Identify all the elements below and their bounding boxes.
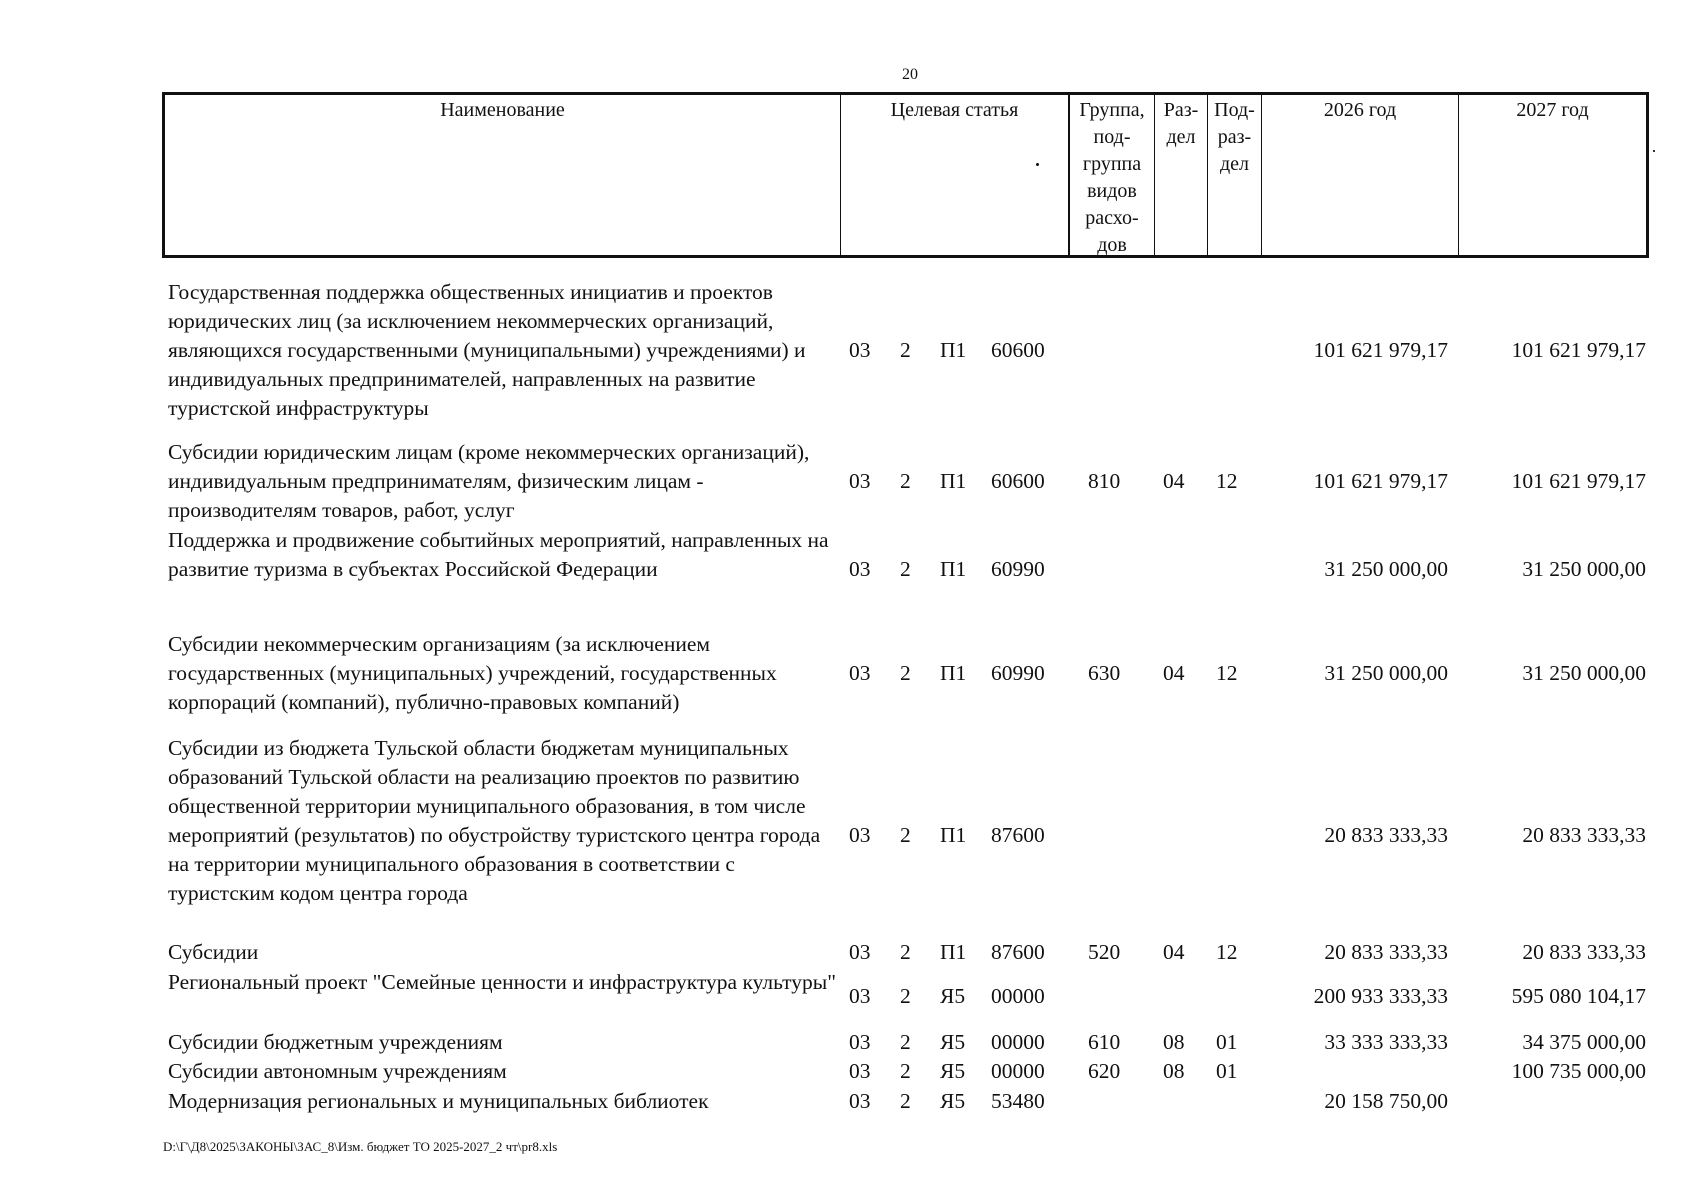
header-year-2026: [1261, 95, 1458, 255]
row-amount-2026: 101 621 979,17: [1313, 469, 1448, 493]
row-amount-2026: 200 933 333,33: [1313, 984, 1448, 1008]
row-code-type: 2: [900, 469, 911, 493]
row-code-direction: 87600: [991, 940, 1045, 964]
row-expense-group: 630: [1088, 661, 1121, 685]
row-amount-2026: 101 621 979,17: [1313, 338, 1448, 362]
header-expense-group: [1068, 95, 1154, 255]
row-code-program: 03: [849, 469, 871, 493]
row-code-type: 2: [900, 661, 911, 685]
row-code-program: 03: [849, 1059, 871, 1083]
row-section: 04: [1163, 469, 1185, 493]
header-section: [1154, 95, 1207, 255]
row-code-program: 03: [849, 1089, 871, 1113]
row-code-type: 2: [900, 823, 911, 847]
row-amount-2027: 20 833 333,33: [1522, 823, 1646, 847]
row-amount-2027: 31 250 000,00: [1522, 661, 1646, 685]
row-amount-2027: 31 250 000,00: [1522, 557, 1646, 581]
row-expense-group: 810: [1088, 469, 1121, 493]
row-amount-2027: 20 833 333,33: [1522, 940, 1646, 964]
header-section-line: дел: [1166, 126, 1196, 148]
row-section: 04: [1163, 940, 1185, 964]
row-subsection: 12: [1216, 661, 1238, 685]
row-code-direction: 60990: [991, 557, 1045, 581]
row-subsection: 01: [1216, 1059, 1238, 1083]
header-group-line: Группа,: [1079, 99, 1145, 121]
row-code-project: П1: [940, 661, 967, 685]
header-target-label: Целевая статья: [890, 99, 1019, 121]
row-code-type: 2: [900, 1059, 911, 1083]
row-code-project: П1: [940, 557, 967, 581]
header-subsection-line: дел: [1219, 153, 1250, 175]
row-code-project: П1: [940, 469, 967, 493]
row-code-type: 2: [900, 1030, 911, 1054]
row-name: Субсидии: [168, 940, 259, 964]
row-code-direction: 60600: [991, 338, 1045, 362]
row-code-direction: 00000: [991, 1030, 1045, 1054]
header-section-line: Раз-: [1163, 99, 1199, 121]
header-year-2027-label: 2027 год: [1516, 99, 1589, 121]
row-code-project: Я5: [940, 1089, 966, 1113]
row-code-project: П1: [940, 338, 967, 362]
header-group-line: под-: [1093, 126, 1131, 148]
header-year-2026-label: 2026 год: [1323, 99, 1397, 121]
header-group-line: дов: [1097, 234, 1127, 256]
row-code-direction: 53480: [991, 1089, 1045, 1113]
row-name: Субсидии бюджетным учреждениям: [168, 1030, 503, 1054]
row-code-project: Я5: [940, 984, 966, 1008]
row-name: Государственная поддержка общественных инициатив и проектов юридических лиц (за исключением некоммерческих организаций, являющихся государственными (муниципальными) учреждениями) и индивидуальных предпринимателей, направленных на развитие туристской инфраструктуры: [168, 280, 806, 420]
table-header: [162, 92, 1649, 258]
header-name-label: Наименование: [440, 99, 565, 121]
row-code-project: Я5: [940, 1059, 966, 1083]
row-code-program: 03: [849, 823, 871, 847]
row-code-program: 03: [849, 940, 871, 964]
row-code-project: П1: [940, 823, 967, 847]
row-amount-2026: 31 250 000,00: [1324, 661, 1448, 685]
row-code-direction: 87600: [991, 823, 1045, 847]
row-code-program: 03: [849, 338, 871, 362]
scan-dot: [1653, 150, 1655, 152]
row-name: Субсидии некоммерческим организациям (за исключением государственных (муниципальных) учреждений, государственных корпораций (компаний), публично-правовых компаний): [168, 632, 777, 714]
row-section: 08: [1163, 1030, 1185, 1054]
row-code-program: 03: [849, 557, 871, 581]
row-amount-2026: 20 833 333,33: [1324, 823, 1448, 847]
row-code-direction: 60990: [991, 661, 1045, 685]
header-subsection: [1207, 95, 1261, 255]
header-subsection-line: раз-: [1217, 126, 1252, 148]
row-section: 08: [1163, 1059, 1185, 1083]
header-group-line: группа: [1082, 153, 1142, 175]
row-expense-group: 610: [1088, 1030, 1121, 1054]
row-name: Поддержка и продвижение событийных мероприятий, направленных на развитие туризма в субъектах Российской Федерации: [168, 528, 829, 581]
row-amount-2027: 101 621 979,17: [1511, 469, 1646, 493]
row-code-direction: 00000: [991, 1059, 1045, 1083]
row-amount-2027: 34 375 000,00: [1522, 1030, 1646, 1054]
row-code-type: 2: [900, 557, 911, 581]
row-code-program: 03: [849, 1030, 871, 1054]
row-amount-2027: 595 080 104,17: [1511, 984, 1646, 1008]
page-number: 20: [902, 66, 918, 83]
row-code-project: Я5: [940, 1030, 966, 1054]
row-subsection: 01: [1216, 1030, 1238, 1054]
row-code-direction: 60600: [991, 469, 1045, 493]
row-amount-2027: 100 735 000,00: [1511, 1059, 1646, 1083]
row-section: 04: [1163, 661, 1185, 685]
header-group-line: видов: [1087, 180, 1137, 202]
header-group-line: расхо-: [1085, 207, 1139, 229]
row-amount-2027: 101 621 979,17: [1511, 338, 1646, 362]
row-code-program: 03: [849, 661, 871, 685]
row-amount-2026: 20 158 750,00: [1324, 1089, 1448, 1113]
file-path-footer: D:\Г\Д8\2025\ЗАКОНЫ\ЗАС_8\Изм. бюджет ТО 2025-2027_2 чт\pr8.xls: [163, 1139, 558, 1154]
row-code-program: 03: [849, 984, 871, 1008]
header-target-article: [840, 95, 1068, 255]
row-amount-2026: 20 833 333,33: [1324, 940, 1448, 964]
row-code-direction: 00000: [991, 984, 1045, 1008]
scan-dot: [1036, 163, 1039, 166]
row-expense-group: 520: [1088, 940, 1121, 964]
row-expense-group: 620: [1088, 1059, 1121, 1083]
row-code-type: 2: [900, 1089, 911, 1113]
row-amount-2026: 33 333 333,33: [1324, 1030, 1448, 1054]
header-name: [165, 95, 840, 255]
row-code-type: 2: [900, 338, 911, 362]
row-code-project: П1: [940, 940, 967, 964]
header-subsection-line: Под-: [1214, 99, 1255, 121]
row-subsection: 12: [1216, 940, 1238, 964]
row-name: Субсидии автономным учреждениям: [168, 1059, 507, 1083]
header-year-2027: [1458, 95, 1646, 255]
row-name: Субсидии из бюджета Тульской области бюджетам муниципальных образований Тульской области на реализацию проектов по развитию общественной территории муниципального образования, в том числе мероприятий (результатов) по обустройству туристского центра города на территории муниципального образования в соответствии с туристским кодом центра города: [168, 736, 821, 905]
row-name: Модернизация региональных и муниципальных библиотек: [168, 1089, 709, 1113]
row-name: Региональный проект "Семейные ценности и инфраструктура культуры": [168, 970, 836, 994]
row-code-type: 2: [900, 940, 911, 964]
row-amount-2026: 31 250 000,00: [1324, 557, 1448, 581]
row-subsection: 12: [1216, 469, 1238, 493]
row-name: Субсидии юридическим лицам (кроме некоммерческих организаций), индивидуальным предпринимателям, физическим лицам - производителям товаров, работ, услуг: [168, 440, 810, 522]
row-code-type: 2: [900, 984, 911, 1008]
